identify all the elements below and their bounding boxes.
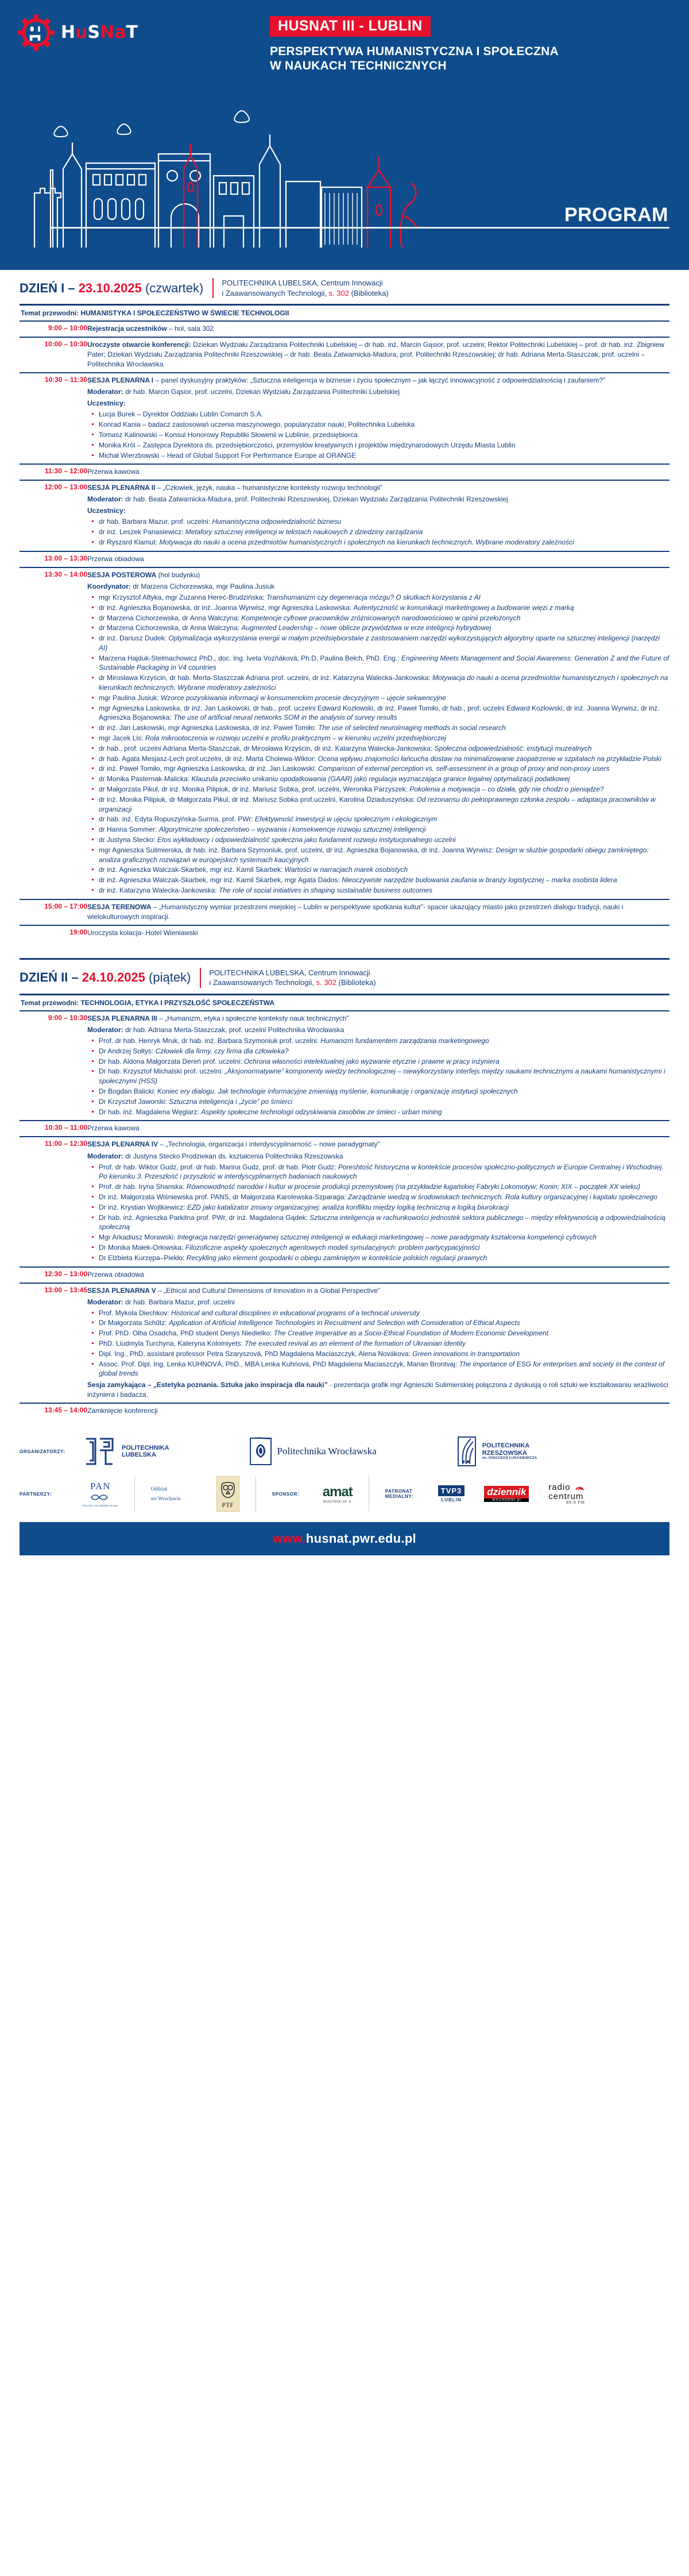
schedule-entry — [87, 1011, 669, 1121]
poster-item: dr inż. Agnieszka Walczak-Skarbek, mgr inż. Kamil Skarbek, mgr Agata Dados: Nieoczywiste narzędzie budowania zaufania w branży logistycznej – marka osobista lidera — [91, 875, 669, 885]
poster-item: dr hab., prof. uczelni Adriana Merta-Staszczak, dr Mirosława Krzyścin, dr inż. Katarzyna Walecka-Jankowska: Społeczna odpowiedzialność: instytucji muzealnych — [91, 744, 669, 754]
organizers-row — [20, 1429, 669, 1470]
participant-item: Michał Wierzbowski – Head of Global Support For Performance Europe at ORANGE — [91, 451, 669, 461]
poster-item: dr hab. Agata Mesjasz-Lech prof.uczelni, dr inż. Marta Cholewa-Wiktor: Ocena wpływu znajomości łańcucha dostaw na minimalizowanie zaopatrzenie w szpitalach na przykładzie Polski — [91, 754, 669, 764]
entry-title: Rejestracja uczestników – hol, sala 302 — [87, 325, 214, 333]
schedule-entry — [87, 1121, 669, 1137]
logo-amat — [323, 1484, 353, 1504]
schedule-time: 11:00 – 12:30 — [20, 1137, 87, 1266]
participant-item: Prof. dr hab. Wiktor Gudz, prof. dr hab. Marina Gudz, prof. dr hab. Piotr Gudz: Poreshtość historyczna w kontekście procesów społeczno-politycznych w Europie Centralnej i Wschodniej. Po kierunku 3. Przeszłość i przyszłość w interdyscyplinarnych badaniach naukowych — [91, 1163, 669, 1182]
schedule-entry — [87, 1283, 669, 1404]
partners-row — [20, 1470, 669, 1514]
participant-item: Assoc. Prof. Dipl. Ing. Lenka KUHNOVÁ, PhD., MBA Lenka Kuhnová, PhD Magdalena Maciaszczyk, Marian Brontvaj: The importance of ESG for enterprises and society in the context of global trends — [91, 1360, 669, 1379]
tvp-text: TVP3 — [438, 1485, 465, 1496]
divider-1 — [134, 1476, 135, 1512]
schedule-time: 19:00 — [20, 925, 87, 941]
entry-title: SESJA TERENOWA – „Humanistyczny wymiar przestrzeni miejskiej – Lublin w perspektywie spotkania kultur”- spacer ukazujący miasto jako przestrzeń dialogu tradycji, nauki i wielokulturowych inspiracji. — [87, 902, 624, 921]
logo-ptf — [216, 1476, 239, 1512]
schedule-time: 10:00 – 10:30 — [20, 337, 87, 373]
entry-title: Przerwa obiadowa — [87, 554, 144, 563]
day1-theme: Temat przewodni: HUMANISTYKA I SPOŁECZEŃSTWO W ŚWIECIE TECHNOLOGII — [21, 309, 289, 318]
schedule-entry — [87, 567, 669, 899]
website-url-bar[interactable] — [20, 1522, 669, 1555]
schedule-time: 11:30 – 12:00 — [20, 464, 87, 480]
entry-title: SESJA PLENARNA I – panel dyskusyjny praktyków: „Sztuczna inteligencja w biznesie i życiu społecznym – jak łączyć innowacyjność z odpowiedzialnością i zaufaniem?” — [87, 376, 606, 385]
participant-item: Dr hab. inż. Magdalena Węglarz: Aspekty społeczne technologii odzyskiwania zasobów ze śmieci - urban mining — [91, 1107, 669, 1117]
conference-badge: HUSNAT III - LUBLIN — [270, 16, 431, 37]
schedule-time: 9:00 – 10:00 — [20, 321, 87, 337]
participant-item: Prof. dr hab. Iryna Shanska: Równowodność narodów i kultur w procesie produkcji przemysłowej (na przykładzie ługańskiej Fabryki Lokomotyw; Konin; XIX – początek XX wieku) — [91, 1182, 669, 1192]
logo-pan — [83, 1481, 118, 1507]
pwr-eagle-icon — [249, 1435, 273, 1468]
entry-closing: Sesja zamykająca – „Estetyka poznania. Sztuka jako inspiracja dla nauki” - prezentacja grafik mgr Agnieszki Sulimierskiej połączona z dyskusją o roli sztuki we kształtowaniu wrażliwości inżyniera i badacza. — [87, 1381, 668, 1399]
entry-title: Przerwa obiadowa — [87, 1270, 144, 1279]
poster-item: dr inż. Dariusz Dudek: Optymalizacja wykorzystania energii w małym przedsiębiorstwie z zastosowaniem narzędzi wykorzystujących algorytmy oparte na sztucznej inteligencji (narzędzi AI) — [91, 634, 669, 653]
poster-item: dr inż. Katarzyna Walecka-Jankowska: The role of social initiatives in shaping sustainable business outcomes — [91, 886, 669, 895]
poster-item: Marzena Hajduk-Stelmachowicz PhD., doc. Ing. Iveta Vozňáková, Ph.D, Paulina Bełch, PhD. Eng.: Engineering Meets Management and Social Awareness: Generation Z and the Future of Sustainable Packaging in V4 countries — [91, 654, 669, 673]
schedule-row — [20, 373, 669, 464]
participant-item: Prof. dr hab. Henryk Mruk, dr hab. inż. Barbara Szymoniuk prof. uczelni: Humanizm fundamentem zarządzania marketingowego — [91, 1036, 669, 1046]
day1-venue — [212, 278, 388, 298]
footer — [0, 1419, 689, 1555]
schedule-entry — [87, 925, 669, 941]
entry-moderator: Moderator: dr hab. Barbara Mazur, prof. uczelni — [87, 1297, 235, 1306]
participant-item: Dr Bogdan Balicki: Koniec ery dialogu. Jak technologie informacyjne zmieniają myślenie, komunikację i organizację instytucji społecznych — [91, 1087, 669, 1096]
participant-item: dr Ryszard Klamut: Motywacja do nauki a ocena przedmiotów humanistycznych i społecznych na kierunkach technicznych. Wybrane moderatory zależności — [91, 538, 669, 547]
participant-item: Dr inż. Małgorzata Wiśniewska prof. PANS, dr Małgorzata Karolewska-Szparaga: Zarządzanie wiedzą w środowiskach technicznych. Rola kultury organizacyjnej i kapitału społecznego — [91, 1192, 669, 1202]
schedule-time: 12:00 – 13:00 — [20, 480, 87, 551]
participant-item: Monika Król – Zastępca Dyrektora ds. przedsiębiorczości, przemysłów kreatywnych i projektów międzynarodowych Urzędu Miasta Lublin — [91, 441, 669, 450]
participant-item: Dr hab. Krzysztof Michalski prof. uczelni: „Aksjonormatywne” komponenty wiedzy technologicznej – niewykorzystany interfejs między naukami technicznymi a naukami humanistycznymi i społecznymi (HSS) — [91, 1067, 669, 1086]
poster-item: dr Justyna Stecko: Etos wykładowcy i odpowiedzialność społeczna jako fundament rozwoju instytucjonalnego uczelni — [91, 835, 669, 845]
day2-theme: Temat przewodni: TECHNOLOGIA, ETYKA I PRZYSZŁOŚĆ SPOŁECZEŃSTWA — [21, 999, 275, 1007]
poster-header — [0, 0, 689, 270]
day1-venue-line2: i Zaawansowanych Technologii, s. 302 (Biblioteka) — [222, 288, 389, 298]
entry-title: Przerwa kawowa — [87, 468, 140, 476]
pan-subtext: POLSKA AKADEMIA NAUK — [83, 1504, 118, 1508]
day1-header — [20, 270, 669, 302]
participants-label: Uczestnicy: — [87, 399, 126, 408]
husnat-wordmark: HuSNaT — [61, 22, 138, 43]
website-url[interactable]: www.husnat.pwr.edu.pl — [273, 1531, 416, 1546]
schedule-row — [20, 551, 669, 567]
day2-title: DZIEŃ II – 24.10.2025 (piątek) — [20, 970, 191, 985]
poster-item: dr inż. Agnieszka Bojanowska, dr inż. Joanna Wyrwisz, mgr Agnieszka Laskowska: Autentyczność w komunikacji marketingowej a budowanie więzi z marką — [91, 603, 669, 613]
pan-text: PAN — [90, 1481, 111, 1492]
radio-line2: centrum — [548, 1491, 584, 1501]
schedule-entry — [87, 373, 669, 464]
participant-item: PhD. Liudmyla Turchyna, Kateryna Kolomiyets: The executed revival as an element of the formation of Ukrainian identity — [91, 1339, 669, 1349]
schedule-row — [20, 337, 669, 373]
logo-radio-centrum — [548, 1483, 585, 1505]
poster-item: dr hab. inż. Edyta Ropuszyńska-Surma, prof. PWr: Efektywność inwestycji w ujęciu społecznym i ekologicznym — [91, 814, 669, 824]
pl-bracket-icon — [83, 1436, 117, 1466]
day2-header — [20, 960, 669, 991]
poster-item: mgr Agnieszka Sulimierska, dr hab. inż. Barbara Szymoniuk, prof. uczelni, dr inż. Agnieszka Bojanowska, dr inż. Joanna Wyrwisz: Design w służbie gospodarki obiegu zamkniętego: analiza graficznych rozwiązań w europejskich systemach kaucyjnych — [91, 845, 669, 865]
schedule-entry — [87, 480, 669, 551]
schedule-entry — [87, 1267, 669, 1283]
entry-moderator: Moderator: dr hab. Marcin Gąsior, prof. uczelni, Dziekan Wydziału Zarządzania Politechniki Lubelskiej — [87, 388, 400, 396]
logo-politechnika-wroclawska — [249, 1435, 377, 1468]
sponsor-label: SPONSOR: — [272, 1491, 300, 1497]
schedule-row — [20, 1403, 669, 1419]
participant-item: Dr hab. inż. Agnieszka Parkitna prof. PWr, dr inż. Magdalena Gądek: Sztuczna inteligencja w rachunkowości jednostek sektora publicznego – między efektywnością a odpowiedzialnością społeczną — [91, 1213, 669, 1233]
radio-line1: radio — [548, 1482, 571, 1492]
pwr-logo-text: Politechnika Wrocławska — [277, 1446, 377, 1457]
logo-politechnika-rzeszowska — [456, 1435, 537, 1467]
schedule-time: 13:00 – 13:45 — [20, 1283, 87, 1404]
participant-item: Tomasz Kalinowski – Konsul Honorowy Republiki Słowenii w Lublinie, przedsiębiorca — [91, 430, 669, 440]
participant-item: Prof. Mykola Diechkov: Historical and cultural disciplines in educational programs of a technical university — [91, 1308, 669, 1318]
poster-item: dr inż. Paweł Tomiło, mgr Agnieszka Laskowska, dr inż. Jan Laskowski: Comparison of external perception vs. self-assessment in a group of proxy and non-proxy users — [91, 764, 669, 774]
participant-item: Dr Małgorzata Schűtz: Application of Artificial Intelligence Technologies in Recruitment and Selection with Consideration of Ethical Aspects — [91, 1318, 669, 1328]
logo-politechnika-lubelska — [83, 1436, 169, 1466]
prz-emblem-icon — [456, 1435, 478, 1467]
poster-item: dr Marzena Cichorzewska, dr Anna Walczyna: Augmented Leadership – nowe oblicze przywództwa w erze inteligncji hybrydowej — [91, 623, 669, 633]
schedule-time: 9:00 – 10:30 — [20, 1011, 87, 1121]
participants-list — [91, 1308, 669, 1379]
participant-item: Dr Krzysztof Jaworski: Sztuczna inteligencja i „życie” po śmierci — [91, 1097, 669, 1107]
schedule-row — [20, 1267, 669, 1283]
entry-moderator: Moderator: dr hab. Beata Zatwarnicka-Madura, prof. Politechniki Rzeszowskiej, Dziekan Wydziału Zarządzania Politechniki Rzeszowskiej — [87, 495, 508, 504]
program-heading: PROGRAM — [564, 204, 668, 226]
participant-item: Dipl. Ing., PhD, assistant professor Petra Szaryszová, PhD Magdalena Maciaszczyk, Alena Novákova: Green innovations in transportation — [91, 1349, 669, 1359]
schedule-row — [20, 1137, 669, 1266]
amat-subtext: MUSZYŃSKI SP. K. — [323, 1500, 352, 1504]
day1-title: DZIEŃ I – 23.10.2025 (czwartek) — [20, 280, 204, 295]
schedule-entry — [87, 551, 669, 567]
participant-item: Prof. PhD. Olha Osadcha, PhD student Denys Niedielko: The Creative Imperative as a Socio-Ethical Foundation of Modern Economic Development — [91, 1328, 669, 1338]
participants-list — [91, 1163, 669, 1263]
amat-text: amat — [322, 1484, 353, 1500]
pan-infinity-icon — [86, 1492, 115, 1503]
participant-item: Dr Elżbieta Kurzępa–Piekło: Recykling jako element gospodarki o obiegu zamkniętym w kontekście polskich regulacji prawnych — [91, 1253, 669, 1263]
header-title-block — [270, 16, 672, 74]
day1-schedule-table — [20, 320, 669, 941]
poster-item: dr inż. Jan Laskowski, mgr Agnieszka Laskowska, dr inż. Paweł Tomiło: The use of selected neuroimaging methods in social research — [91, 723, 669, 733]
schedule-entry — [87, 1403, 669, 1419]
participant-item: Dr hab. Aldona Małgorzata Dereń prof. uczelni: Ochrona własności intelektualnej jako wyzwanie etyczne i prawne w pracy inżyniera — [91, 1057, 669, 1067]
radio-waves-icon — [574, 1484, 585, 1490]
entry-title: SESJA PLENARNA III – „Humanizm, etyka i społeczne konteksty nauk technicznych” — [87, 1014, 349, 1022]
entry-title: SESJA POSTEROWA (hol budynku) — [87, 570, 200, 579]
participant-item: dr hab. Barbara Mazur, prof. uczelni: Humanistyczna odpowiedzialność biznesu — [91, 517, 669, 527]
participant-item: Dr Andrzej Sołtys: Człowiek dla firmy, czy firma dla człowieka? — [91, 1046, 669, 1056]
entry-moderator: Moderator: dr Justyna Stecko Prodziekan ds. kształcenia Politechnika Rzeszowska — [87, 1152, 343, 1160]
participant-item: Mgr Arkadiusz Morawski: Integracja narzędzi generatywnej sztucznej inteligencji w edukacji marketingowej – nowe paradygmaty kształcenia kompetencji cyfrowych — [91, 1233, 669, 1242]
day2-venue-line1: POLITECHNIKA LUBELSKA, Centrum Innowacji — [209, 968, 370, 977]
day1-venue-line1: POLITECHNIKA LUBELSKA, Centrum Innowacji — [222, 279, 383, 287]
poster-item: mgr Agnieszka Laskowska, dr inż. Jan Laskowski, dr hab., prof. uczelni Edward Kozłowski, dr inż. Paweł Tomiło, dr hab., prof. uczelni Edward Kozłowski, dr inż. Joanna Wyrwisz, dr inż. Agnieszka Bojanowska: The use of artificial neural networks SOM in the analysis of survey results — [91, 704, 669, 723]
poster-item: dr inż. Agnieszka Walczak-Skarbek, mgr inż. Kamil Skarbek: Wartości w narracjach marek osobistych — [91, 865, 669, 875]
schedule-time: 10:30 – 11:30 — [20, 373, 87, 464]
entry-coordinator: Koordynator: dr Marzena Cichorzewska, mgr Paulina Jusiuk — [87, 582, 275, 590]
schedule-time: 13:00 – 13:30 — [20, 551, 87, 567]
schedule-row — [20, 480, 669, 551]
conference-subtitle: PERSPEKTYWA HUMANISTYCZNA I SPOŁECZNA W NAUKACH TECHNICZNYCH — [270, 45, 559, 72]
pl-logo-text: POLITECHNIKA LUBELSKA — [122, 1444, 169, 1459]
dziennik-text: dziennik — [484, 1486, 529, 1499]
participants-list — [91, 517, 669, 547]
ptf-text: PTF — [222, 1501, 234, 1509]
entry-title: Uroczysta kolacja- Hotel Wieniawski — [87, 928, 198, 937]
schedule-time: 15:00 – 17:00 — [20, 899, 87, 925]
schedule-row — [20, 925, 669, 941]
schedule-time: 13:30 – 14:00 — [20, 567, 87, 899]
radio-freq: 89.0 FM — [566, 1501, 585, 1505]
schedule-row — [20, 1121, 669, 1137]
schedule-row — [20, 1283, 669, 1404]
poster-item: dr Małgorzata Pikul, dr inż. Monika Pilipiuk, dr inż. Mariusz Sobka, prof. uczelni, Weronika Parzyszek: Pokolenia a motywacja – co działa, gdy nie chodzi o pieniądze? — [91, 785, 669, 794]
tvp-subtext: LUBLIN — [441, 1497, 462, 1503]
logo-dziennik-wschodni — [484, 1486, 529, 1502]
husnat-logo — [17, 14, 138, 52]
media-patronage-label: PATRONAT MEDIALNY: — [385, 1489, 414, 1500]
entry-title: SESJA PLENARNA V – „Ethical and Cultural Dimensions of Innovation in a Global Perspective” — [87, 1286, 381, 1295]
header-divider-rule — [51, 227, 669, 229]
poster-item: dr Mirosława Krzyścin, dr hab. Merta-Staszczak Adriana prof. uczelni, dr inż. Katarzyna Walecka-Jankowska: Motywacja do nauki a ocena przedmiotów humanistycznych i społecznych na kierunkach technicznych. Wybrane moderatory zależności — [91, 673, 669, 693]
schedule-entry — [87, 321, 669, 337]
participant-item: Konrad Kania – badacz zastosowań uczenia maszynowego, popularyzator nauki, Politechnika Lubelska — [91, 420, 669, 430]
schedule-row — [20, 567, 669, 899]
gear-robot-icon — [17, 14, 55, 52]
schedule-row — [20, 464, 669, 480]
participant-item: dr inż. Leszek Panasiewicz: Metafory sztucznej inteligencji w tekstach naukowych z dziedziny zarządzania — [91, 527, 669, 537]
poster-item: dr inż. Monika Pilipiuk, dr Małgorzata Pikul, dr inż. Mariusz Sobka prof.uczelni, Karolina Dziaduszyńska: Od rezonansu do pełnoprawnego członka zespołu – adaptacja pracowników w organizacji — [91, 795, 669, 814]
participants-list — [91, 1036, 669, 1117]
participant-item: Łucja Burek – Dyrektor Oddziału Lublin Comarch S.A. — [91, 410, 669, 419]
schedule-entry — [87, 464, 669, 480]
organizers-label: ORGANIZATORZY: — [20, 1449, 65, 1454]
entry-title: SESJA PLENARNA II – „Człowiek, język, nauka – humanistyczne konteksty rozwoju technologii” — [87, 484, 382, 492]
program-sheet — [0, 270, 689, 1419]
entry-title: Przerwa kawowa — [87, 1124, 140, 1133]
ptf-owl-icon — [219, 1480, 237, 1501]
schedule-entry — [87, 1137, 669, 1266]
poster-item: mgr Krzysztof Aftyka, mgr Zuzanna Hereć-Brudzińska: Transhumanizm czy degeneracja mózgu? O skutkach korzystania z AI — [91, 593, 669, 603]
logo-oddzial-wroclaw: Oddział we Wrocławiu — [150, 1486, 181, 1502]
poster-item: mgr Paulina Jusiuk: Wzorce pozyskiwania informacji w konsumenckim procesie decyzyjnym – ujęcie sekwencyjne — [91, 693, 669, 703]
entry-title: Zamknięcie konferencji — [87, 1407, 158, 1415]
participants-label: Uczestnicy: — [87, 507, 126, 515]
schedule-row — [20, 899, 669, 925]
entry-moderator: Moderator: dr hab. Adriana Merta-Staszczak, prof. uczelni Politechnika Wrocławska — [87, 1026, 344, 1034]
poster-item: dr Hanna Sommer: Algorytmiczne społeczeństwo – wyzwania i konsekwencje rozwoju sztucznej inteligencji — [91, 825, 669, 835]
day2-venue-line2: i Zaawansowanych Technologii, s. 302 (Biblioteka) — [209, 978, 376, 987]
schedule-entry — [87, 899, 669, 925]
schedule-entry — [87, 337, 669, 373]
prz-logo-text: POLITECHNIKA RZESZOWSKA im. IGNACEGO ŁUKASIEWICZA — [482, 1442, 537, 1461]
participant-item: Dr Monika Małek-Orłowska: Filozoficzne aspekty społecznych agentowych modeli symulacyjnych: problem partycypacyjności — [91, 1243, 669, 1253]
entry-title: Uroczyste otwarcie konferencji: Dziekan Wydziału Zarządzania Politechniki Lubelskiej – dr hab. inż. Marcin Gąsior, prof. uczelni; Rektor Politechniki Lubelskiej – prof. dr hab. inż. Zbigniew Pater; Dziekan Wydziału Zarządzania Politechniki Rzeszowskiej – dr hab. Beata Zatwarnicka-Madura, prof. Politechniki Rzeszowskiej; dr hab. Adriana Merta-Staszczak, prof. uczelni – Politechnika Wrocławska — [87, 341, 665, 369]
poster-item: dr Monika Pasternak-Malicka: Klauzula przeciwko unikaniu opodatkowania (GAAR) jako regulacja wyznaczająca granice legalnej optymalizacji podatkowej — [91, 774, 669, 784]
day2-schedule-table — [20, 1010, 669, 1419]
entry-title: SESJA PLENARNA IV – „Technologia, organizacja i interdyscyplinarność – nowe paradygmaty” — [87, 1140, 380, 1149]
partners-label: PARTNERZY: — [20, 1491, 52, 1497]
dziennik-subtext: WSCHODNI.pl — [484, 1499, 529, 1502]
schedule-time: 10:30 – 11:00 — [20, 1121, 87, 1137]
participant-item: Dr inż. Krystian Wojtkiewicz: EZD jako katalizator zmiany organizacyjnej: analiza konfliktu między logiką techniczną a logiką biurokracji — [91, 1203, 669, 1212]
logo-tvp3-lublin — [438, 1485, 465, 1503]
participants-list — [91, 410, 669, 460]
schedule-time: 13:45 – 14:00 — [20, 1403, 87, 1419]
poster-item: dr Marzena Cichorzewska, dr Anna Walczyna: Kompetencje cyfrowe pracowników zróżnicowanych narodowościowo w opinii przełożonych — [91, 613, 669, 623]
poster-list — [91, 593, 669, 895]
schedule-row — [20, 1011, 669, 1121]
schedule-time: 12:30 – 13:00 — [20, 1267, 87, 1283]
schedule-row — [20, 321, 669, 337]
day2-venue — [200, 968, 376, 988]
poster-item: mgr Jacek Lis: Rola mikrootoczenia w rozwoju uczelni e profilu praktycznym – w kierunku uczelni przedsiębiorczej — [91, 733, 669, 743]
